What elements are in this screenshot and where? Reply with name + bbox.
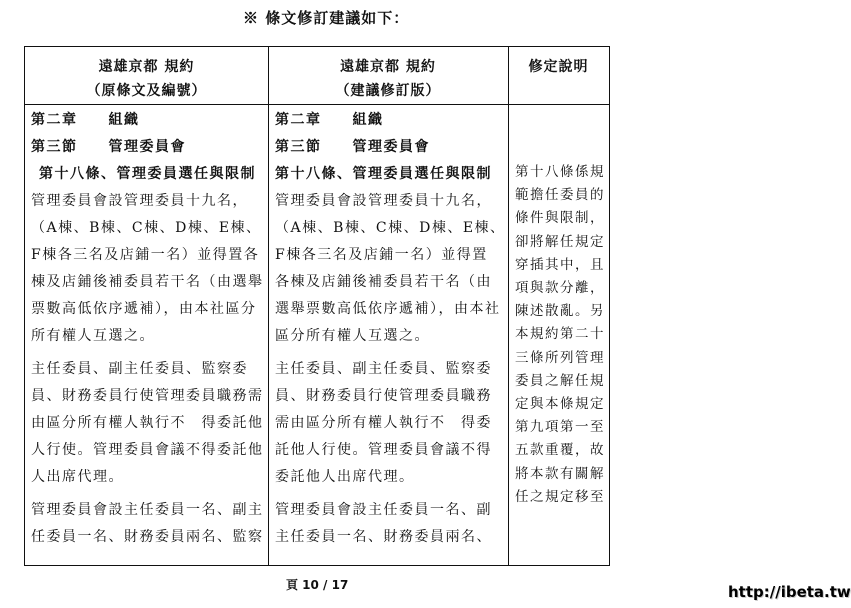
- note-line: 本規約第二十: [515, 326, 605, 343]
- note-line: 條件與限制，: [515, 210, 605, 227]
- note-line: 任之規定移至: [515, 488, 605, 505]
- header-divider: [25, 104, 609, 105]
- text-line: （A棟、B棟、C棟、D棟、E棟、: [31, 220, 262, 236]
- chapter-line: 第二章 組織: [31, 112, 140, 128]
- note-line: 五款重覆，故: [515, 442, 605, 459]
- watermark: http://ibeta.tw: [728, 583, 851, 601]
- note-line: 穿插其中，且: [515, 256, 605, 273]
- text-line: 任委員一名、財務委員兩名、監察: [31, 529, 264, 545]
- note-line: 定與本條規定: [515, 396, 605, 413]
- text-line: 人出席代理。: [31, 469, 124, 485]
- text-line: 所有權人互選之。: [31, 328, 155, 344]
- text-line: 委託他人出席代理。: [275, 469, 415, 485]
- header-original-title: 遠雄京都 規約: [98, 59, 195, 75]
- text-line: 託他人行使。管理委員會議不得: [275, 442, 492, 458]
- text-line: 管理委員會設主任委員一名、副: [275, 502, 492, 518]
- revised-text-cell: [275, 107, 507, 551]
- header-notes: [508, 55, 609, 79]
- text-line: 區分所有權人互選之。: [275, 328, 430, 344]
- text-line: 票數高低依序遞補），由本社區分: [31, 301, 257, 317]
- amendment-table: [24, 46, 610, 566]
- header-revised: [268, 55, 508, 103]
- text-line: 人行使。管理委員會議不得委託他: [31, 442, 264, 458]
- note-line: 陳述散亂。另: [515, 303, 605, 320]
- text-line: 需由區分所有權人執行不 得委: [275, 415, 492, 431]
- text-line: 主任委員、副主任委員、監察委: [275, 361, 492, 377]
- text-line: 員、財務委員行使管理委員職務: [275, 388, 492, 404]
- header-original: [25, 55, 268, 103]
- text-line: 主任委員一名、財務委員兩名、: [275, 529, 492, 545]
- header-notes-title: 修定說明: [528, 59, 589, 75]
- note-line: 委員之解任規: [515, 372, 605, 389]
- note-line: 將本款有關解: [515, 465, 605, 482]
- text-line: 各棟及店鋪後補委員若干名（由: [275, 274, 492, 290]
- text-line: 員、財務委員行使管理委員職務需: [31, 388, 264, 404]
- section-line: 第三節 管理委員會: [31, 139, 186, 155]
- note-line: 第九項第一至: [515, 419, 605, 436]
- section-line: 第三節 管理委員會: [275, 139, 430, 155]
- text-line: 管理委員會設主任委員一名、副主: [31, 502, 264, 518]
- original-text-cell: [31, 107, 267, 551]
- text-line: 選舉票數高低依序遞補），由本社: [275, 301, 501, 317]
- text-line: 由區分所有權人執行不 得委託他: [31, 415, 264, 431]
- text-line: 主任委員、副主任委員、監察委: [31, 361, 248, 377]
- note-line: 範擔任委員的: [515, 187, 605, 204]
- notes-cell: [515, 161, 609, 509]
- text-line: 棟及店鋪後補委員若干名（由選舉: [31, 274, 264, 290]
- text-line: 管理委員會設管理委員十九名，: [275, 193, 492, 209]
- article-title: 第十八條、管理委員選任與限制: [275, 166, 492, 182]
- note-line: 三條所列管理: [515, 349, 605, 366]
- article-title: 第十八條、管理委員選任與限制: [39, 166, 256, 182]
- text-line: F棟各三名及店鋪一名）並得置各: [31, 247, 260, 263]
- note-line: 卻將解任規定: [515, 233, 605, 250]
- chapter-line: 第二章 組織: [275, 112, 384, 128]
- header-original-subtitle: （原條文及編號）: [86, 83, 207, 99]
- text-line: 管理委員會設管理委員十九名，: [31, 193, 248, 209]
- column-divider: [508, 47, 509, 565]
- header-revised-title: 遠雄京都 規約: [340, 59, 436, 75]
- column-divider: [268, 47, 269, 565]
- page-heading: ※ 條文修訂建議如下：: [243, 9, 410, 27]
- text-line: F棟各三名及店鋪一名）並得置: [275, 247, 488, 263]
- text-line: （A棟、B棟、C棟、D棟、E棟、: [275, 220, 506, 236]
- page-number: 頁 10 / 17: [286, 578, 349, 592]
- note-line: 項與款分離，: [515, 280, 605, 297]
- header-revised-subtitle: （建議修訂版）: [335, 83, 441, 99]
- note-line: 第十八條係規: [515, 164, 605, 180]
